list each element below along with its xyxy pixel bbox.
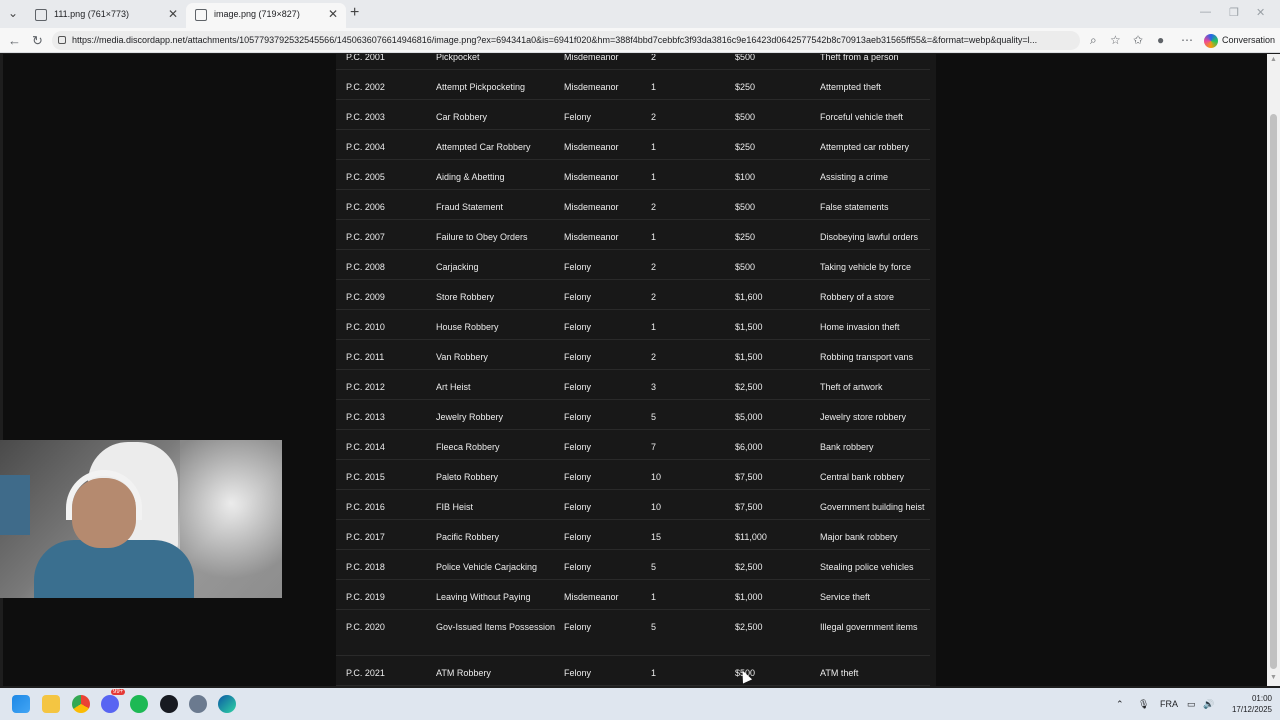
row-description: False statements xyxy=(820,202,889,212)
row-fine: $500 xyxy=(735,202,756,212)
row-class: Felony xyxy=(564,352,592,362)
row-months: 1 xyxy=(651,142,657,152)
row-description: Taking vehicle by force xyxy=(820,262,912,272)
profile-avatar-icon[interactable]: ● xyxy=(1157,33,1165,47)
row-code: P.C. 2012 xyxy=(346,382,385,392)
row-class: Misdemeanor xyxy=(564,232,619,242)
person-body xyxy=(34,540,194,598)
row-offense-name: Carjacking xyxy=(436,262,479,272)
row-code: P.C. 2001 xyxy=(346,54,385,62)
penal-code-table xyxy=(336,54,936,686)
row-offense-name: Car Robbery xyxy=(436,112,488,122)
table-row xyxy=(336,460,930,490)
table-row xyxy=(336,190,930,220)
row-code: P.C. 2003 xyxy=(346,112,385,122)
row-code: P.C. 2004 xyxy=(346,142,385,152)
file-explorer-icon[interactable] xyxy=(42,695,60,713)
row-class: Misdemeanor xyxy=(564,202,619,212)
row-description: Major bank robbery xyxy=(820,532,898,542)
volume-icon[interactable]: 🔊 xyxy=(1203,699,1215,709)
table-row xyxy=(336,130,930,160)
row-class: Felony xyxy=(564,382,592,392)
row-code: P.C. 2011 xyxy=(346,352,385,362)
row-description: Assisting a crime xyxy=(820,172,889,182)
row-offense-name: Leaving Without Paying xyxy=(436,592,531,602)
row-code: P.C. 2016 xyxy=(346,502,385,512)
scroll-up-arrow-icon[interactable]: ▲ xyxy=(1270,56,1277,63)
row-offense-name: Paleto Robbery xyxy=(436,472,499,482)
copilot-button[interactable] xyxy=(1204,31,1275,50)
row-offense-name: Failure to Obey Orders xyxy=(436,232,528,242)
more-menu-icon[interactable]: ⋯ xyxy=(1181,33,1193,47)
row-description: Illegal government items xyxy=(820,622,918,632)
restore-icon[interactable]: ❐ xyxy=(1229,7,1239,19)
row-months: 5 xyxy=(651,622,657,632)
row-description: Attempted car robbery xyxy=(820,142,910,152)
steam-icon[interactable] xyxy=(160,695,178,713)
row-fine: $6,000 xyxy=(735,442,763,452)
row-class: Felony xyxy=(564,292,592,302)
row-months: 2 xyxy=(651,112,657,122)
table-row xyxy=(336,430,930,460)
favorites-icon[interactable]: ✩ xyxy=(1133,33,1144,47)
row-offense-name: Store Robbery xyxy=(436,292,495,302)
tab-image-png[interactable] xyxy=(186,3,346,28)
row-description: Government building heist xyxy=(820,502,925,512)
close-tab-icon[interactable]: ✕ xyxy=(167,7,178,21)
back-arrow-icon[interactable]: ← xyxy=(8,33,21,48)
row-code: P.C. 2018 xyxy=(346,562,385,572)
row-class: Felony xyxy=(564,112,592,122)
row-months: 10 xyxy=(651,472,662,482)
spotify-icon[interactable] xyxy=(130,695,148,713)
row-code: P.C. 2020 xyxy=(346,622,385,632)
row-fine: $500 xyxy=(735,112,756,122)
row-code: P.C. 2009 xyxy=(346,292,385,302)
row-fine: $500 xyxy=(735,262,756,272)
row-fine: $11,000 xyxy=(735,532,767,542)
row-months: 3 xyxy=(651,382,657,392)
refresh-icon[interactable]: ↻ xyxy=(32,33,43,48)
row-fine: $500 xyxy=(735,54,756,62)
table-row xyxy=(336,54,930,70)
row-offense-name: Attempt Pickpocketing xyxy=(436,82,526,92)
row-class: Misdemeanor xyxy=(564,172,619,182)
row-months: 1 xyxy=(651,82,657,92)
system-clock[interactable] xyxy=(1220,693,1272,715)
row-months: 2 xyxy=(651,54,657,62)
clock-time: 01:00 xyxy=(1251,694,1272,703)
row-months: 1 xyxy=(651,232,657,242)
image-file-icon xyxy=(195,9,207,21)
row-description: Robbing transport vans xyxy=(820,352,914,362)
row-description: Bank robbery xyxy=(820,442,874,452)
row-code: P.C. 2008 xyxy=(346,262,385,272)
row-offense-name: Police Vehicle Carjacking xyxy=(436,562,538,572)
tab-title: 111.png (761×773) xyxy=(54,9,129,19)
chrome-icon[interactable] xyxy=(72,695,90,713)
row-months: 2 xyxy=(651,292,657,302)
row-code: P.C. 2013 xyxy=(346,412,385,422)
row-offense-name: FIB Heist xyxy=(436,502,474,512)
background-light xyxy=(180,440,282,598)
row-offense-name: Pacific Robbery xyxy=(436,532,500,542)
tab-title: image.png (719×827) xyxy=(214,9,300,19)
row-offense-name: Art Heist xyxy=(436,382,471,392)
row-offense-name: House Robbery xyxy=(436,322,499,332)
url-text: https://media.discordapp.net/attachments/1057793792532545566/1450636076614946816/image.png?ex=694341a0&is=6941f020&hm=388f4bbd7cebbfc3f93da3816c9e16423d0642577542b8c70913aeb31565ff55&=&format=webp&quality=l... xyxy=(72,35,1038,45)
edge-icon[interactable] xyxy=(218,695,236,713)
settings-icon[interactable] xyxy=(189,695,207,713)
table-row xyxy=(336,520,930,550)
copilot-label: Conversation xyxy=(1222,35,1276,45)
row-description: Disobeying lawful orders xyxy=(820,232,919,242)
row-description: Theft from a person xyxy=(820,54,899,62)
browser-tab-strip xyxy=(0,0,1280,28)
scrollbar-thumb[interactable] xyxy=(1270,114,1277,669)
image-file-icon xyxy=(35,9,47,21)
row-fine: $1,000 xyxy=(735,592,763,602)
row-fine: $1,500 xyxy=(735,322,763,332)
row-code: P.C. 2019 xyxy=(346,592,385,602)
vertical-scrollbar[interactable] xyxy=(1267,54,1280,686)
row-class: Felony xyxy=(564,262,592,272)
window-close-icon[interactable]: ✕ xyxy=(1256,7,1266,19)
table-row xyxy=(336,610,930,656)
row-code: P.C. 2006 xyxy=(346,202,385,212)
tab-111-png[interactable] xyxy=(26,3,186,28)
row-months: 1 xyxy=(651,668,657,678)
row-code: P.C. 2015 xyxy=(346,472,385,482)
row-class: Misdemeanor xyxy=(564,82,619,92)
row-fine: $5,000 xyxy=(735,412,763,422)
row-fine: $250 xyxy=(735,142,756,152)
row-description: Home invasion theft xyxy=(820,322,900,332)
row-fine: $2,500 xyxy=(735,622,763,632)
row-class: Misdemeanor xyxy=(564,592,619,602)
lock-icon xyxy=(58,36,66,44)
row-months: 5 xyxy=(651,562,657,572)
table-row xyxy=(336,280,930,310)
row-description: Robbery of a store xyxy=(820,292,895,302)
webcam-overlay xyxy=(0,440,282,598)
row-class: Felony xyxy=(564,532,592,542)
row-months: 2 xyxy=(651,262,657,272)
close-tab-icon[interactable]: ✕ xyxy=(327,7,338,21)
row-offense-name: Fleeca Robbery xyxy=(436,442,500,452)
row-offense-name: Gov-Issued Items Possession xyxy=(436,622,556,632)
row-class: Felony xyxy=(564,442,592,452)
table-row xyxy=(336,340,930,370)
row-code: P.C. 2002 xyxy=(346,82,385,92)
table-row xyxy=(336,220,930,250)
mic-icon[interactable]: 🎙 xyxy=(1138,699,1150,709)
row-fine: $2,500 xyxy=(735,562,763,572)
row-class: Felony xyxy=(564,322,592,332)
row-months: 2 xyxy=(651,352,657,362)
row-months: 2 xyxy=(651,202,657,212)
table-row xyxy=(336,490,930,520)
row-fine: $7,500 xyxy=(735,472,763,482)
row-class: Felony xyxy=(564,622,592,632)
row-months: 7 xyxy=(651,442,657,452)
row-offense-name: Attempted Car Robbery xyxy=(436,142,531,152)
tray-chevron-icon[interactable]: ⌃ xyxy=(1116,699,1124,709)
new-tab-icon[interactable]: + xyxy=(350,4,360,21)
windows-start-icon[interactable] xyxy=(12,695,30,713)
table-row xyxy=(336,310,930,340)
row-offense-name: Jewelry Robbery xyxy=(436,412,504,422)
row-class: Misdemeanor xyxy=(564,142,619,152)
row-description: Attempted theft xyxy=(820,82,882,92)
row-months: 1 xyxy=(651,322,657,332)
row-description: Jewelry store robbery xyxy=(820,412,907,422)
row-offense-name: Pickpocket xyxy=(436,54,480,62)
row-description: ATM theft xyxy=(820,668,859,678)
row-fine: $2,500 xyxy=(735,382,763,392)
row-class: Felony xyxy=(564,502,592,512)
row-fine: $250 xyxy=(735,232,756,242)
table-row xyxy=(336,580,930,610)
row-fine: $250 xyxy=(735,82,756,92)
search-icon[interactable]: ⌕ xyxy=(1090,33,1097,47)
row-code: P.C. 2007 xyxy=(346,232,385,242)
language-indicator[interactable]: FRA xyxy=(1160,699,1178,709)
row-description: Theft of artwork xyxy=(820,382,883,392)
row-code: P.C. 2021 xyxy=(346,668,385,678)
row-offense-name: Aiding & Abetting xyxy=(436,172,505,182)
star-icon[interactable]: ☆ xyxy=(1110,33,1121,47)
row-months: 1 xyxy=(651,172,657,182)
row-months: 5 xyxy=(651,412,657,422)
row-description: Forceful vehicle theft xyxy=(820,112,904,122)
row-code: P.C. 2005 xyxy=(346,172,385,182)
table-row xyxy=(336,370,930,400)
row-fine: $500 xyxy=(735,668,756,678)
row-code: P.C. 2010 xyxy=(346,322,385,332)
table-row xyxy=(336,250,930,280)
table-row xyxy=(336,160,930,190)
row-description: Service theft xyxy=(820,592,871,602)
row-class: Felony xyxy=(564,562,592,572)
scroll-down-arrow-icon[interactable]: ▼ xyxy=(1270,674,1277,681)
row-description: Stealing police vehicles xyxy=(820,562,914,572)
table-row xyxy=(336,550,930,580)
row-code: P.C. 2014 xyxy=(346,442,385,452)
row-fine: $1,600 xyxy=(735,292,763,302)
row-description: Central bank robbery xyxy=(820,472,905,482)
discord-icon[interactable] xyxy=(101,689,124,713)
row-class: Felony xyxy=(564,472,592,482)
minimize-icon[interactable]: — xyxy=(1200,6,1211,18)
row-months: 15 xyxy=(651,532,662,542)
table-row xyxy=(336,100,930,130)
row-class: Misdemeanor xyxy=(564,54,619,62)
browser-toolbar xyxy=(0,28,1280,53)
clock-date: 17/12/2025 xyxy=(1231,705,1272,714)
row-offense-name: Van Robbery xyxy=(436,352,488,362)
row-class: Felony xyxy=(564,412,592,422)
row-class: Felony xyxy=(564,668,592,678)
copilot-logo-icon xyxy=(1204,34,1218,48)
row-fine: $7,500 xyxy=(735,502,763,512)
row-fine: $1,500 xyxy=(735,352,763,362)
row-offense-name: Fraud Statement xyxy=(436,202,504,212)
windows-taskbar xyxy=(0,688,1280,720)
row-months: 1 xyxy=(651,592,657,602)
discord-badge: 99+ xyxy=(113,689,124,695)
row-offense-name: ATM Robbery xyxy=(436,668,491,678)
table-row xyxy=(336,400,930,430)
row-code: P.C. 2017 xyxy=(346,532,385,542)
table-row xyxy=(336,70,930,100)
wifi-icon[interactable]: ▭ xyxy=(1187,699,1196,709)
row-fine: $100 xyxy=(735,172,756,182)
table-row xyxy=(336,656,930,686)
row-months: 10 xyxy=(651,502,662,512)
tab-menu-chevron-icon[interactable]: ⌄ xyxy=(7,6,19,20)
wall-poster xyxy=(0,475,30,535)
address-bar[interactable] xyxy=(52,31,1080,50)
